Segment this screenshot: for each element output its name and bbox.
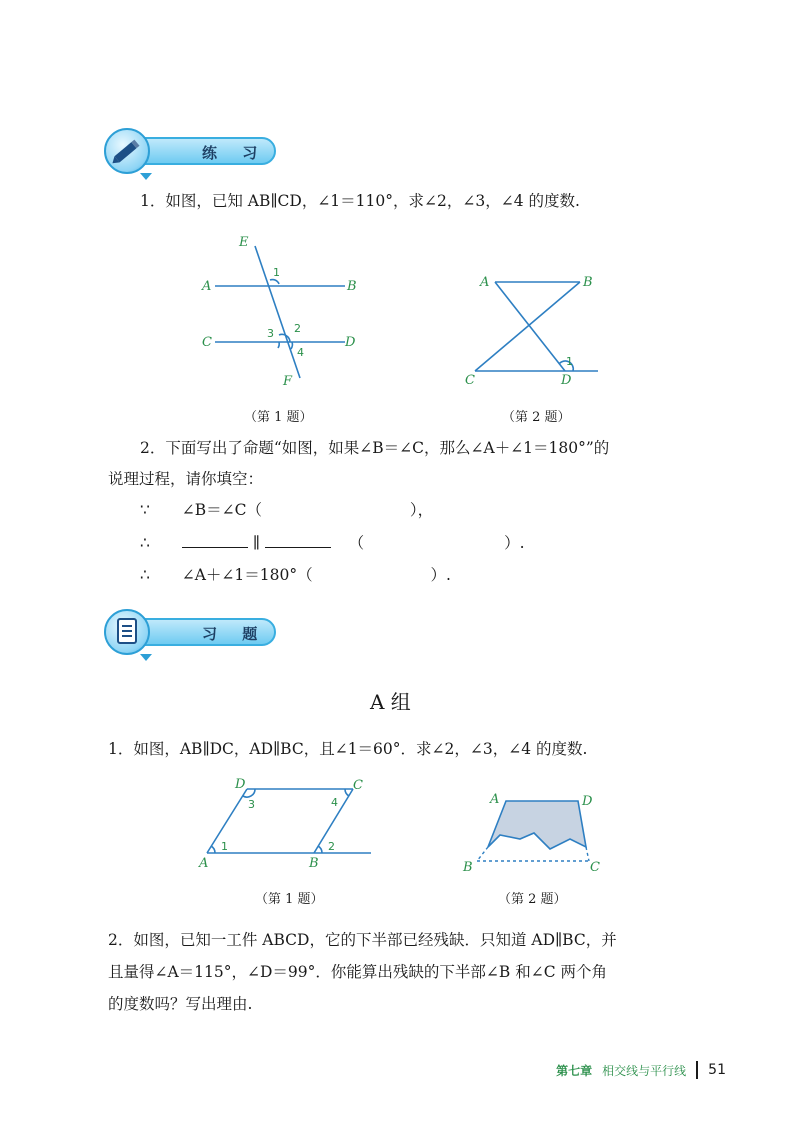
practice-title: 练 习	[202, 144, 268, 162]
angle-2-arc	[279, 334, 290, 342]
step2-blank-left[interactable]	[182, 533, 248, 548]
fig1-label: A	[202, 279, 212, 294]
fig2-label: B	[583, 275, 593, 290]
fig2-label: C	[465, 373, 475, 388]
missing-edge-right	[586, 847, 589, 861]
fig1-label: B	[347, 279, 357, 294]
fig1-label: E	[239, 235, 249, 250]
practice-banner-pill	[130, 137, 276, 165]
page-number: 51	[708, 1062, 726, 1078]
fig1-label: D	[345, 335, 356, 350]
step1-end: ），	[409, 501, 434, 519]
practice-fig1-caption: （第 1 题）	[244, 410, 313, 425]
exercises-q1: 1．如图，AB∥DC，AD∥BC，且∠1＝60°．求∠2，∠3，∠4 的度数.	[108, 740, 588, 758]
step3-text: ∠A＋∠1＝180°（	[181, 566, 313, 584]
notebook-icon	[104, 609, 150, 655]
practice-fig2-caption: （第 2 题）	[502, 410, 571, 425]
fig1-label: 1	[273, 266, 280, 279]
ex-fig1-label: 3	[248, 798, 255, 811]
fig1-label: 2	[294, 322, 301, 335]
fig1-label: 4	[297, 346, 304, 359]
exercises-banner	[102, 609, 278, 655]
angle-4-arc	[291, 342, 292, 349]
practice-q2-line1: 2．下面写出了命题“如图，如果∠B＝∠C，那么∠A＋∠1＝180°”的	[140, 439, 610, 457]
exercises-fig2-caption: （第 2 题）	[498, 892, 567, 907]
exercises-banner-pointer	[140, 654, 152, 661]
fig2-label: 1	[566, 355, 573, 368]
exercises-q2-line1: 2．如图，已知一工件 ABCD，它的下半部已经残缺．只知道 AD∥BC，并	[108, 931, 617, 949]
fig2-label: D	[561, 373, 572, 388]
fig1-label: F	[283, 374, 293, 389]
exercises-fig1-caption: （第 1 题）	[255, 892, 324, 907]
step2-open: （	[348, 534, 365, 552]
ex-fig2-label: D	[582, 794, 593, 809]
angle-4-arc	[345, 789, 349, 796]
practice-figure-2	[465, 268, 605, 390]
footer-chapter: 第七章	[556, 1063, 593, 1078]
ex-fig1-label: C	[353, 778, 363, 793]
angle-1-arc	[270, 280, 279, 284]
workpiece-shape	[488, 801, 586, 849]
step2-parallel: ∥	[252, 534, 260, 552]
line-ad	[495, 282, 565, 371]
practice-q1: 1．如图，已知 AB∥CD，∠1＝110°，求∠2，∠3，∠4 的度数.	[140, 192, 580, 210]
exercises-banner-pill	[130, 618, 276, 646]
exercises-q2-line3: 的度数吗？写出理由.	[108, 995, 253, 1013]
line-bc	[475, 282, 580, 371]
angle-1-arc	[211, 846, 215, 853]
angle-2-arc	[318, 846, 322, 853]
page-footer	[556, 1061, 726, 1079]
because-symbol: ∵	[140, 501, 150, 519]
group-heading: A 组	[370, 690, 411, 714]
step2-blank-right[interactable]	[265, 533, 331, 548]
footer-title: 相交线与平行线	[602, 1063, 687, 1078]
step2-end: ）.	[504, 534, 525, 552]
pencil-icon	[104, 128, 150, 174]
step1-text: ∠B＝∠C（	[181, 501, 262, 519]
ex-fig1-label: 1	[221, 840, 228, 853]
practice-q2-line2: 说理过程，请你填空：	[108, 470, 264, 488]
fig1-label: 3	[267, 327, 274, 340]
ex-fig2-label: A	[490, 792, 500, 807]
fig2-label: A	[480, 275, 490, 290]
practice-step-2	[140, 532, 525, 554]
ex-fig1-label: B	[309, 856, 319, 871]
missing-edge-left	[477, 847, 488, 861]
ex-fig1-label: 4	[331, 796, 338, 809]
angle-3-arc	[278, 342, 279, 348]
practice-figure-1	[195, 230, 370, 390]
ex-fig2-label: B	[463, 860, 473, 875]
ex-fig1-label: D	[235, 777, 246, 792]
exercises-figure-2	[458, 785, 608, 880]
fig1-label: C	[202, 335, 212, 350]
therefore-symbol: ∴	[140, 566, 150, 584]
ex-fig2-label: C	[590, 860, 600, 875]
practice-banner-pointer	[140, 173, 152, 180]
therefore-symbol: ∴	[140, 534, 150, 552]
exercises-figure-1	[195, 775, 375, 875]
practice-step-1	[140, 499, 433, 521]
practice-banner	[102, 128, 278, 174]
exercises-title: 习 题	[202, 625, 268, 643]
footer-divider	[696, 1061, 698, 1079]
ex-fig1-label: A	[199, 856, 209, 871]
step3-end: ）.	[430, 566, 451, 584]
practice-step-3	[140, 564, 451, 586]
exercises-q2-line2: 且量得∠A＝115°，∠D＝99°．你能算出残缺的下半部∠B 和∠C 两个角	[108, 963, 607, 981]
ex-fig1-label: 2	[328, 840, 335, 853]
